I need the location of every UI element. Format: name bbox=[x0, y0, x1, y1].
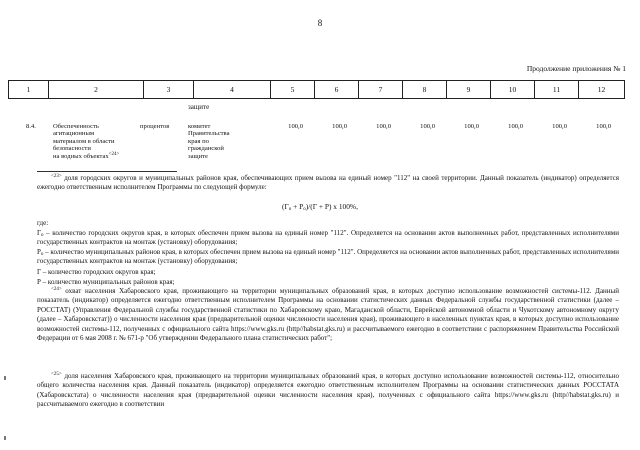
indicator-name: Обеспеченность агитационным материалом в области безопасности на водных объектах$^{<24>}$ bbox=[53, 123, 120, 160]
footnote-ref: <24> bbox=[108, 151, 120, 157]
definition-ro: $Р_о$ – количество муниципальных районов края, в которых обеспечен прием вызова на единый номер "112". Определяется на основании актов выполненных работ, представленных исполнителями государственных контрактов на монтаж (установку) оборудования; bbox=[37, 248, 620, 266]
column-number: 5 bbox=[271, 81, 315, 99]
footnote-separator bbox=[37, 171, 177, 172]
value-cell: 100,0 bbox=[376, 123, 391, 130]
unit-cell: процентов bbox=[140, 123, 170, 130]
table-row bbox=[8, 123, 624, 165]
formula: $(Г_о + Р_о)/(Г + Р)$ x 100%, bbox=[282, 202, 358, 212]
margin-mark bbox=[4, 376, 6, 380]
definition-g: Г – количество городских округов края; bbox=[37, 268, 156, 276]
column-number: 3 bbox=[144, 81, 194, 99]
footnote-23 bbox=[37, 174, 619, 193]
footnote-text: доля населения Хабаровского края, проживающего на территории муниципальных образований края, в которых доступно использование возможностей системы-112, относительно общего количества населения края. Данный показатель (индикатор) определяется ежегодно ответственным исполнителем Программы на основании статистических данных РОССТАТА (Хабаровскстата) о численности населения края (предварительной оценки численности населения края), полученных с официального сайта https://www.gks.ru (http//habstat.gks.ru) и рассчитываемого ежегодно в соответствии bbox=[37, 372, 620, 409]
footnote-25 bbox=[37, 372, 619, 410]
margin-mark bbox=[4, 436, 6, 440]
footnote-mark: <23> bbox=[51, 174, 62, 179]
definition-r: Р – количество муниципальных районов края; bbox=[37, 278, 175, 286]
where-label: где: bbox=[37, 219, 49, 227]
column-number: 6 bbox=[315, 81, 359, 99]
value-cell: 100,0 bbox=[332, 123, 347, 130]
column-number: 8 bbox=[403, 81, 447, 99]
column-number: 4 bbox=[194, 81, 271, 99]
footnote-mark: <25> bbox=[51, 372, 62, 377]
column-number: 7 bbox=[359, 81, 403, 99]
column-number: 12 bbox=[579, 81, 625, 99]
footnote-mark: <24> bbox=[51, 287, 62, 292]
definition-go: $Г_о$ – количество городских округов края, в которых обеспечен прием вызова на единый номер "112". Определяется на основании актов выполненных работ, представленных исполнителями государственных контрактов на монтаж (установку) оборудования; bbox=[37, 229, 619, 247]
value-cell: 100,0 bbox=[596, 123, 611, 130]
continued-cell-text: защите bbox=[188, 103, 210, 111]
column-number: 2 bbox=[49, 81, 144, 99]
footnote-text: доля городских округов и муниципальных районов края, обеспечивающих прием вызова на единый номер "112" на своей территории. Данный показатель (индикатор) определяется ежегодно ответственным исполнителем Программы по следующей формуле: bbox=[37, 174, 620, 192]
column-number: 11 bbox=[535, 81, 579, 99]
footnote-text: охват населения Хабаровского края, проживающего на территории муниципальных образований края, в которых доступно использование возможностей системы-112. Данный показатель (индикатор) определяется ежегодно ответственным исполнителем Программы на основании статистических данных Федеральной службы государственной статистики (далее – РОССТАТ) (Управления Федеральной службы государственной статистики по Хабаровскому краю, Магаданской области, Еврейской автономной области и Чукотскому автономному округу (далее – Хабаровскстат)) о численности населения края (предварительной оценки численности населения края), проживающего в населенных пунктах края, в которых доступно использование возможностей системы-112, полученных с официального сайта https://www.gks.ru (http//habstat.gks.ru) и рассчитываемого ежегодно в соответствии с распоряжением Правительства Российской Федерации от 6 мая 2008 г. № 671-р "Об утверждении Федерального плана статистических работ"; bbox=[37, 287, 619, 343]
value-cell: 100,0 bbox=[552, 123, 567, 130]
column-number-header bbox=[8, 80, 625, 99]
row-number: 8.4. bbox=[26, 123, 36, 130]
page-number: 8 bbox=[317, 18, 323, 28]
value-cell: 100,0 bbox=[420, 123, 435, 130]
column-number: 1 bbox=[9, 81, 49, 99]
executor-cell: комитет Правительства края по гражданской защите bbox=[188, 123, 230, 160]
value-cell: 100,0 bbox=[508, 123, 523, 130]
value-cell: 100,0 bbox=[464, 123, 479, 130]
column-number: 9 bbox=[447, 81, 491, 99]
footnote-24 bbox=[37, 287, 619, 343]
column-number: 10 bbox=[491, 81, 535, 99]
value-cell: 100,0 bbox=[288, 123, 303, 130]
continuation-label: Продолжение приложения № 1 bbox=[526, 64, 626, 73]
